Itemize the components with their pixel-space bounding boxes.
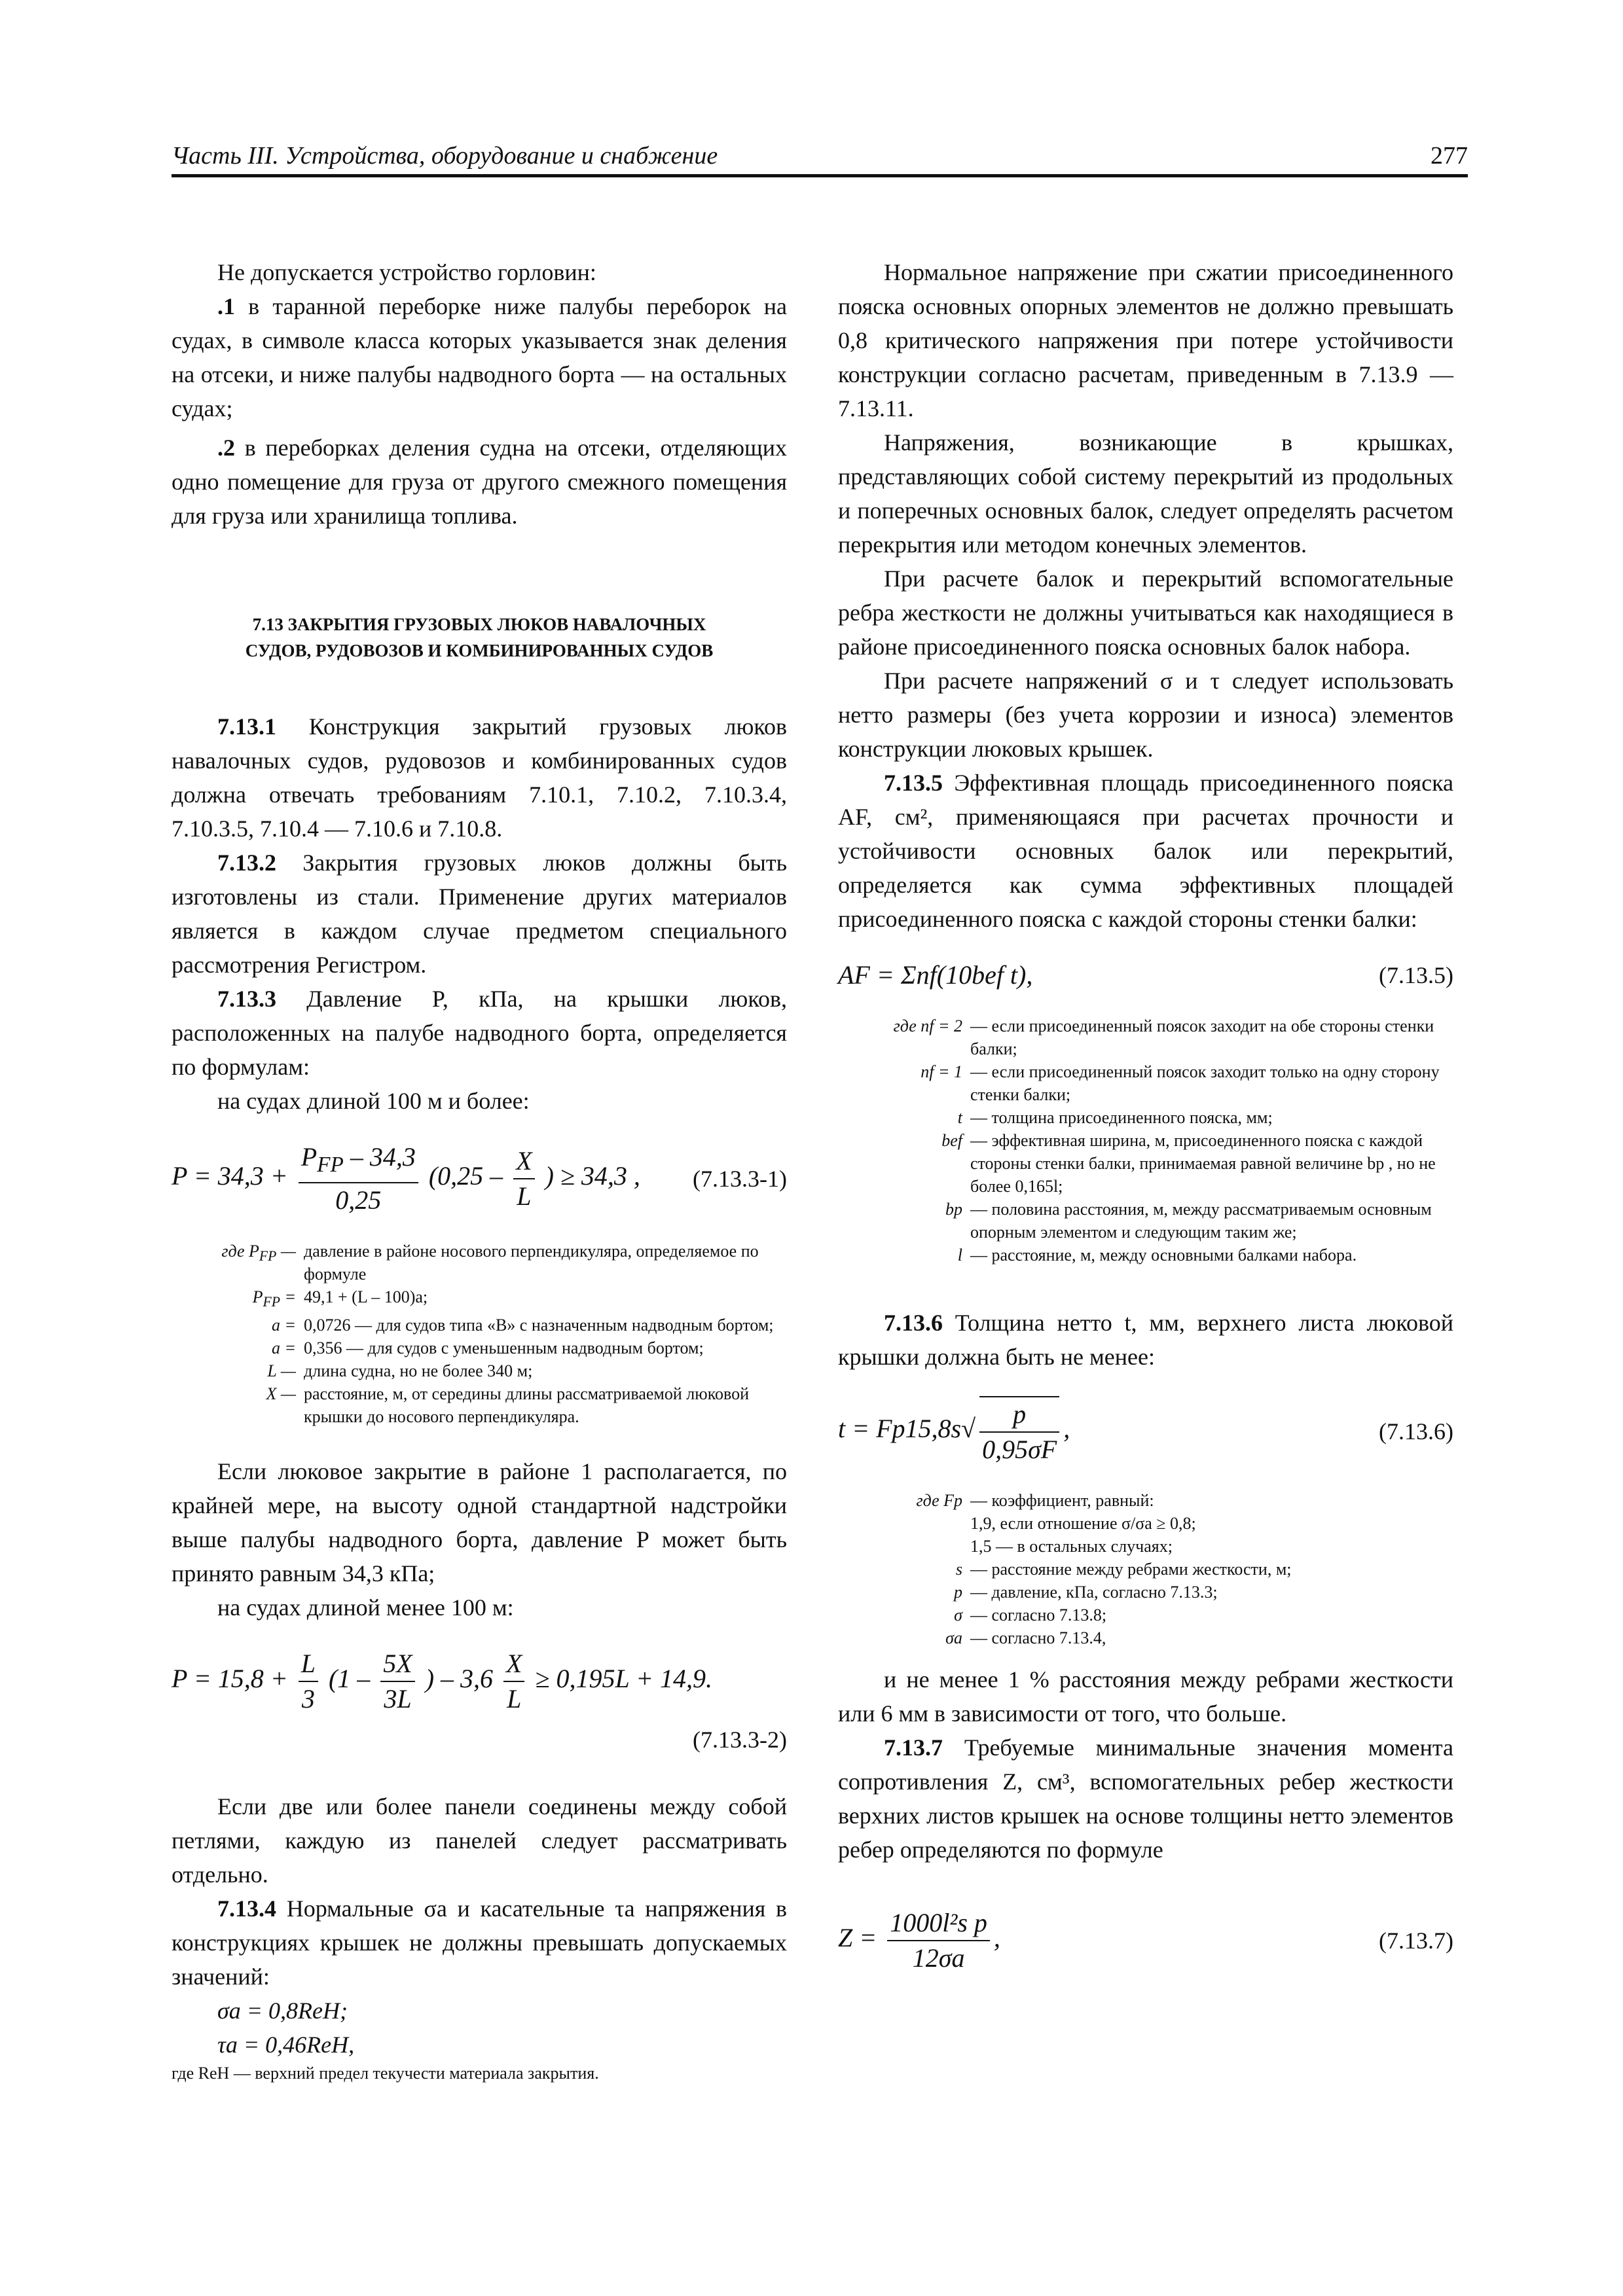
fraction — [299, 1647, 318, 1716]
eq-term: (1 – — [328, 1664, 371, 1694]
equation-notes — [838, 1489, 1453, 1649]
item-text: в переборках деления судна на отсеки, отделяющих одно помещение для груза от другого смежного помещения для груза или хранилища топлива. — [172, 435, 787, 529]
eq-term: 0,25 — [335, 1185, 382, 1215]
fraction — [503, 1647, 524, 1716]
note-symbol: bp — [945, 1200, 962, 1219]
note-text: — если присоединенный поясок заходит на обе стороны стенки балки; — [970, 1016, 1434, 1058]
paragraph: на судах длиной 100 м и более: — [217, 1088, 530, 1114]
note-symbol: a = — [271, 1316, 296, 1335]
equation-body — [838, 1396, 1070, 1467]
section-number: 7.13.2 — [217, 850, 276, 876]
eq-term: Z = — [838, 1923, 877, 1953]
eq-term: P — [301, 1142, 318, 1172]
note-row — [838, 1198, 1453, 1244]
eq-term: ≥ 0,195L + 14,9. — [535, 1664, 712, 1694]
formula-line: τa = 0,46ReH, — [217, 2032, 355, 2058]
list-item — [172, 431, 787, 533]
note-text: расстояние, м, от середины длины рассматриваемой люковой крышки до носового перпендикуляра. — [304, 1384, 750, 1427]
item-number: .2 — [217, 435, 235, 461]
note-text: — коэффициент, равный: — [970, 1491, 1154, 1510]
note-row — [838, 1604, 1453, 1626]
note-row — [172, 1359, 787, 1382]
fraction — [380, 1647, 414, 1716]
page-number: 277 — [1431, 142, 1468, 170]
section-number: 7.13.3 — [217, 986, 276, 1012]
note-row — [838, 1106, 1453, 1129]
running-title: Часть III. Устройства, оборудование и снабжение — [172, 142, 718, 170]
section-number: 7.13.7 — [884, 1734, 943, 1761]
eq-term: t = Fp15,8s — [838, 1414, 962, 1444]
right-column — [838, 255, 1453, 1998]
note-text: — давление, кПа, согласно 7.13.3; — [970, 1583, 1218, 1602]
note-text: — расстояние, м, между основными балками набора. — [970, 1246, 1357, 1265]
paragraph: Если люковое закрытие в районе 1 располагается, по крайней мере, на высоту одной стандартной надстройки выше палубы надводного борта, давление P может быть принято равным 34,3 кПа; — [172, 1458, 787, 1587]
note-text: 1,5 — в остальных случаях; — [970, 1537, 1173, 1556]
equation-number: (7.13.3-1) — [693, 1166, 787, 1192]
note-row — [838, 1129, 1453, 1198]
note-symbol: σ — [954, 1605, 962, 1624]
eq-term: P = 15,8 + — [172, 1664, 288, 1694]
equation-7-13-7 — [838, 1906, 1453, 1975]
equation-notes — [172, 1240, 787, 1428]
note-symbol: s — [955, 1560, 962, 1579]
fraction — [979, 1396, 1059, 1467]
equation-body: AF = Σnf(10bef t), — [838, 960, 1033, 990]
section-number: 7.13.5 — [884, 770, 943, 796]
section-text: Давление P, кПа, на крышки люков, расположенных на палубе надводного борта, определяется по формулам: — [172, 986, 787, 1080]
equation-note: где ReH — верхний предел текучести материала закрытия. — [172, 2064, 599, 2083]
section-text: Толщина нетто t, мм, верхнего листа люковой крышки должна быть не менее: — [838, 1310, 1453, 1370]
note-row — [838, 1626, 1453, 1649]
note-text: — расстояние между ребрами жесткости, м; — [970, 1560, 1292, 1579]
section-text: Закрытия грузовых люков должны быть изготовлены из стали. Применение других материалов является в каждом случае предметом специального рассмотрения Регистром. — [172, 850, 787, 978]
note-text: — толщина присоединенного пояска, мм; — [970, 1108, 1273, 1127]
note-text: — эффективная ширина, м, присоединенного пояска с каждой стороны стенки балки, принимаемая равной величине bp , но не более 0,165l; — [970, 1131, 1436, 1196]
eq-term: ) ≥ 34,3 , — [545, 1161, 640, 1191]
sqrt-icon: √ — [961, 1414, 976, 1444]
paragraph: Нормальное напряжение при сжатии присоединенного пояска основных опорных элементов не должно превышать 0,8 критического напряжения при потере устойчивости конструкции согласно расчетам, приведенным в 7.13.9 — 7.13.11. — [838, 259, 1453, 422]
fraction — [513, 1144, 534, 1213]
eq-term: X — [513, 1144, 534, 1179]
paragraph: Если две или более панели соединены между собой петлями, каждую из панелей следует рассматривать отдельно. — [172, 1793, 787, 1888]
note-symbol: t — [957, 1108, 962, 1127]
eq-term: P = 34,3 + — [172, 1161, 288, 1191]
eq-term: (0,25 – — [428, 1161, 503, 1191]
note-symbol: L — — [267, 1361, 296, 1381]
paragraph: Не допускается устройство горловин: — [217, 259, 596, 285]
paragraph — [172, 982, 787, 1084]
section-text: Нормальные σa и касательные τa напряжения в конструкциях крышек не должны превышать допускаемых значений: — [172, 1895, 787, 1990]
note-symbol: $P_{FP}$ = — [252, 1287, 296, 1310]
equation-7-13-5 — [838, 958, 1453, 992]
note-symbol: a = — [271, 1338, 296, 1358]
eq-term: 12σa — [912, 1943, 965, 1973]
paragraph — [172, 1892, 787, 1994]
note-row — [172, 1314, 787, 1336]
heading-line: СУДОВ, РУДОВОЗОВ И КОМБИНИРОВАННЫХ СУДОВ — [245, 641, 714, 660]
eq-term: 5X — [380, 1647, 414, 1682]
section-text: Эффективная площадь присоединенного пояска AF, см², применяющаяся при расчетах прочности и устойчивости основных балок или перекрытий, определяется как сумма эффективных площадей присоединенного пояска с каждой стороны стенки балки: — [838, 770, 1453, 932]
note-symbol: где nf = 2 — [893, 1016, 962, 1035]
equation-7-13-6 — [838, 1396, 1453, 1467]
equation-number: (7.13.7) — [1379, 1928, 1453, 1954]
note-symbol — [838, 1535, 970, 1558]
heading-line: 7.13 ЗАКРЫТИЯ ГРУЗОВЫХ ЛЮКОВ НАВАЛОЧНЫХ — [252, 615, 706, 634]
note-symbol: σa — [945, 1628, 962, 1647]
note-row — [838, 1558, 1453, 1581]
fraction — [887, 1906, 990, 1975]
note-symbol: X — — [266, 1384, 296, 1404]
note-row — [838, 1581, 1453, 1604]
paragraph: на судах длиной менее 100 м: — [217, 1594, 514, 1621]
eq-term: 0,95σF — [982, 1435, 1057, 1464]
equation-7-13-3-1 — [172, 1140, 787, 1217]
note-text: 1,9, если отношение σ/σa ≥ 0,8; — [970, 1514, 1196, 1533]
note-text: — согласно 7.13.8; — [970, 1605, 1107, 1624]
paragraph — [838, 1306, 1453, 1374]
fraction — [299, 1140, 418, 1217]
equation-body — [172, 1140, 640, 1217]
paragraph: и не менее 1 % расстояния между ребрами жесткости или 6 мм в зависимости от того, что больше. — [838, 1666, 1453, 1727]
note-text: — половина расстояния, м, между рассматриваемым основным опорным элементом и следующим таким же; — [970, 1200, 1432, 1242]
item-number: .1 — [217, 293, 235, 319]
eq-term: 3 — [301, 1684, 315, 1714]
eq-term: L — [299, 1647, 318, 1682]
paragraph — [172, 846, 787, 982]
section-number: 7.13.6 — [884, 1310, 943, 1336]
equation-number: (7.13.5) — [1379, 962, 1453, 988]
note-row — [838, 1244, 1453, 1266]
eq-term: , — [1063, 1414, 1070, 1444]
section-number: 7.13.1 — [217, 713, 276, 740]
note-row — [172, 1382, 787, 1428]
eq-term: 1000l²s p — [887, 1906, 990, 1941]
section-number: 7.13.4 — [217, 1895, 276, 1922]
eq-term: ) – 3,6 — [425, 1664, 494, 1694]
note-symbol: nf = 1 — [921, 1062, 962, 1081]
note-row — [838, 1512, 1453, 1535]
note-row — [838, 1014, 1453, 1060]
paragraph: Напряжения, возникающие в крышках, представляющих собой систему перекрытий из продольных и поперечных основных балок, следует определять расчетом перекрытия или методом конечных элементов. — [838, 429, 1453, 558]
note-symbol: где $P_{FP}$ — — [221, 1242, 296, 1265]
note-symbol: p — [954, 1583, 962, 1602]
note-text: — если присоединенный поясок заходит только на одну сторону стенки балки; — [970, 1062, 1440, 1104]
note-symbol: bef — [941, 1131, 962, 1150]
eq-subscript: FP — [317, 1153, 344, 1177]
note-symbol: где Fp — [916, 1491, 962, 1510]
equation-number: (7.13.3-2) — [693, 1727, 787, 1753]
paragraph — [838, 1731, 1453, 1867]
eq-term: L — [517, 1181, 532, 1211]
note-text: 0,0726 — для судов типа «B» с назначенным надводным бортом; — [304, 1316, 774, 1335]
item-text: в таранной переборке ниже палубы переборок на судах, в символе класса которых указывается знак деления на отсеки, и ниже палубы надводного борта — на остальных судах; — [172, 293, 787, 422]
list-item — [172, 289, 787, 425]
note-row — [172, 1240, 787, 1285]
note-row — [838, 1489, 1453, 1512]
section-text: Требуемые минимальные значения момента сопротивления Z, см³, вспомогательных ребер жесткости верхних листов крышек на основе толщины нетто элементов ребер определяются по формуле — [838, 1734, 1453, 1863]
note-text: 49,1 + (L – 100)a; — [304, 1287, 428, 1306]
note-symbol — [838, 1512, 970, 1535]
eq-term: p — [979, 1397, 1059, 1433]
formula-line: σa = 0,8ReH; — [217, 1998, 348, 2024]
note-row — [838, 1060, 1453, 1106]
eq-term: , — [993, 1923, 1000, 1953]
equation-number: (7.13.6) — [1379, 1418, 1453, 1444]
note-symbol: l — [957, 1246, 962, 1265]
note-row — [172, 1285, 787, 1314]
section-text: Конструкция закрытий грузовых люков навалочных судов, рудовозов и комбинированных судов должна отвечать требованиям 7.10.1, 7.10.2, 7.10.3.4, 7.10.3.5, 7.10.4 — 7.10.6 и 7.10.8. — [172, 713, 787, 842]
equation-7-13-3-2 — [172, 1647, 787, 1716]
equation-notes — [838, 1014, 1453, 1266]
note-text: 0,356 — для судов с уменьшенным надводным бортом; — [304, 1338, 704, 1358]
equation-body — [172, 1647, 712, 1716]
eq-term: 3L — [384, 1684, 412, 1714]
left-column — [172, 255, 787, 2085]
equation-body — [838, 1906, 1000, 1975]
paragraph — [838, 766, 1453, 936]
note-row — [838, 1535, 1453, 1558]
paragraph — [172, 709, 787, 846]
paragraph: При расчете напряжений σ и τ следует использовать нетто размеры (без учета коррозии и износа) элементов конструкции люковых крышек. — [838, 668, 1453, 762]
note-text: давление в районе носового перпендикуляра, определяемое по формуле — [304, 1242, 759, 1283]
eq-term: X — [503, 1647, 524, 1682]
note-text: длина судна, но не более 340 м; — [304, 1361, 533, 1381]
note-text: — согласно 7.13.4, — [970, 1628, 1106, 1647]
section-heading — [172, 611, 787, 664]
eq-term: – 34,3 — [343, 1142, 416, 1172]
eq-term: L — [507, 1684, 522, 1714]
note-row — [172, 1336, 787, 1359]
page-header — [172, 141, 1468, 177]
paragraph: При расчете балок и перекрытий вспомогательные ребра жесткости не должны учитываться как находящиеся в районе присоединенного пояска основных балок набора. — [838, 565, 1453, 660]
